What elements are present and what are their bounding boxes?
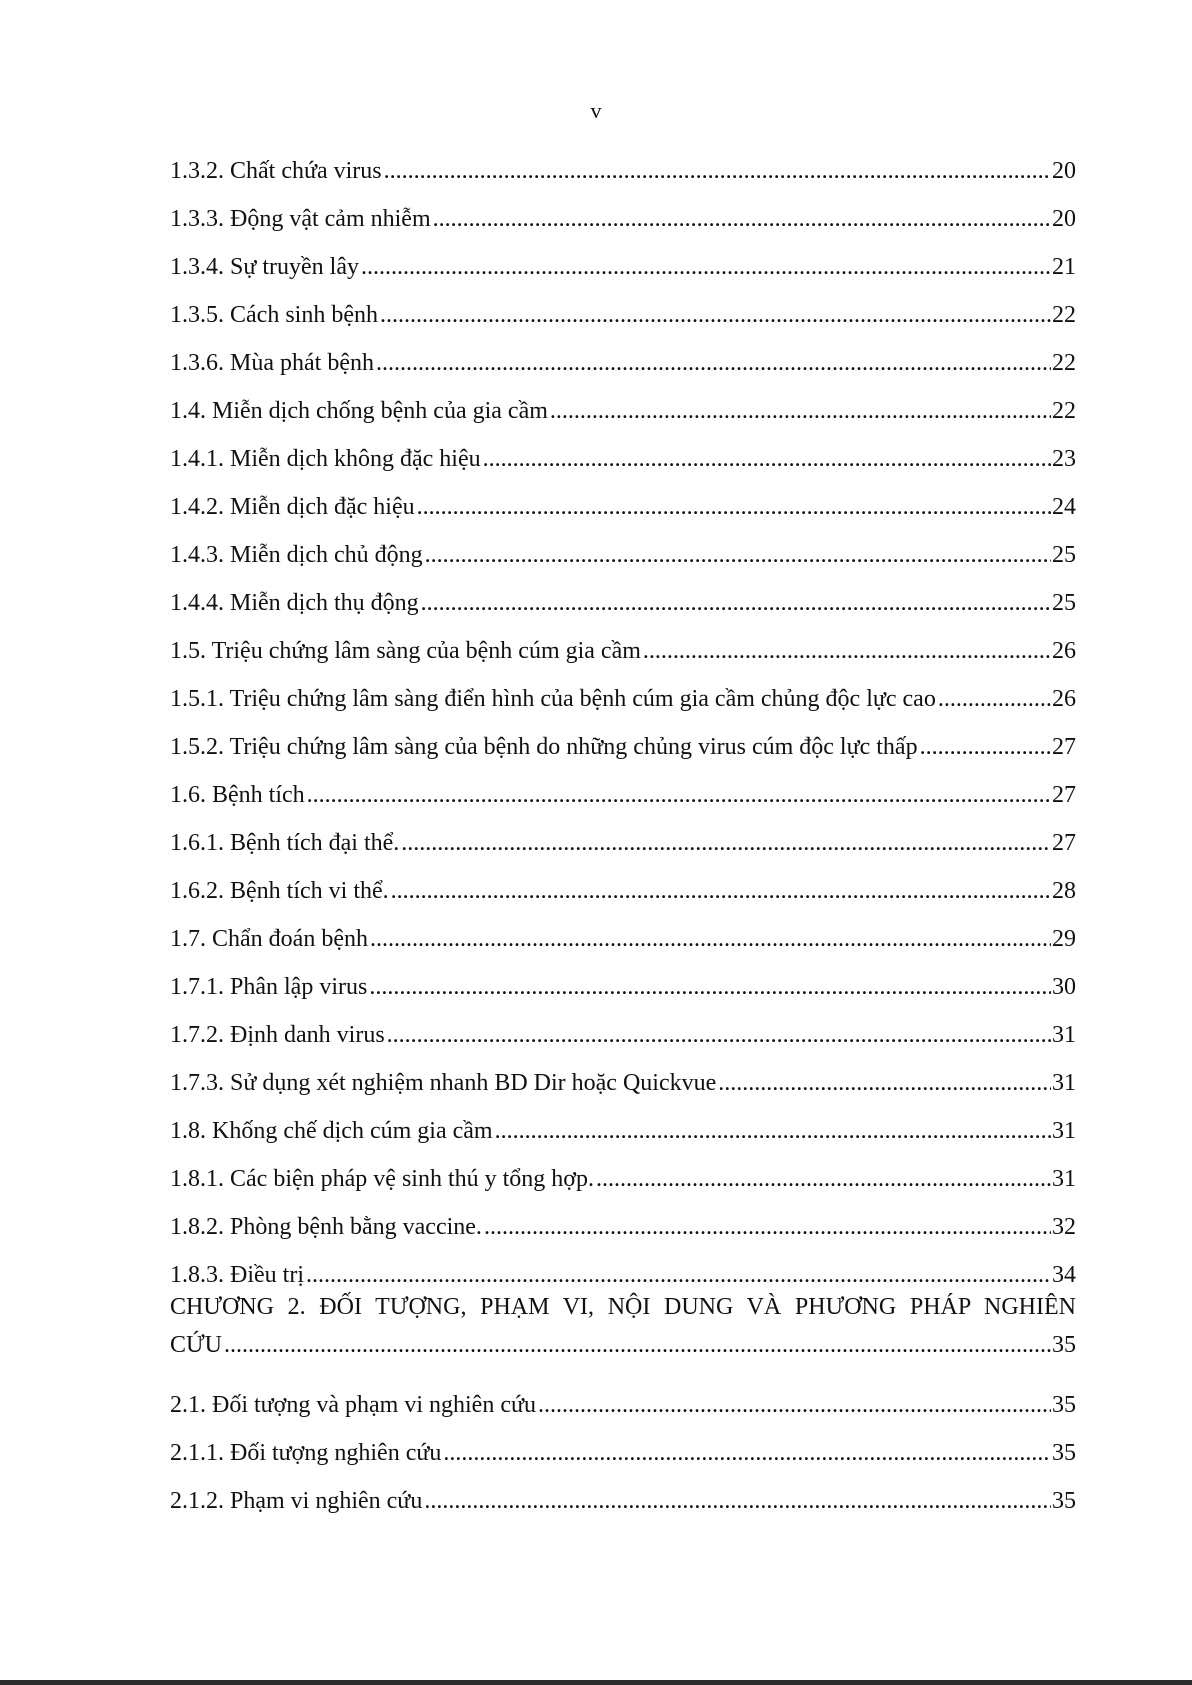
toc-entry[interactable] <box>170 762 1076 810</box>
dot-leader <box>424 1486 1051 1516</box>
toc-entry[interactable] <box>170 666 1076 714</box>
toc-entry-chapter-2[interactable] <box>170 1290 1076 1360</box>
toc-entry-page: 31 <box>1052 1118 1076 1144</box>
toc-entry-label: 1.3.6. Mùa phát bệnh <box>170 350 374 376</box>
dot-leader <box>425 540 1051 570</box>
toc-entry-label: 1.6.2. Bệnh tích vi thể. <box>170 878 389 904</box>
toc-entry-label: 1.7. Chẩn đoán bệnh <box>170 926 368 952</box>
toc-entry-page: 27 <box>1052 734 1076 760</box>
toc-entry-label: 1.3.4. Sự truyền lây <box>170 254 359 280</box>
toc-entry-page: 20 <box>1052 206 1076 232</box>
toc-entry-label: CHƯƠNG 2. ĐỐI TƯỢNG, PHẠM VI, NỘI DUNG VÀ PHƯƠNG PHÁP NGHIÊN <box>170 1294 1076 1320</box>
toc-entry-page: 22 <box>1052 350 1076 376</box>
toc-entry[interactable] <box>170 1002 1076 1050</box>
toc-entry-label: 2.1. Đối tượng và phạm vi nghiên cứu <box>170 1392 536 1418</box>
dot-leader <box>483 444 1051 474</box>
dot-leader <box>495 1116 1051 1146</box>
dot-leader <box>370 924 1051 954</box>
toc-entry-page: 25 <box>1052 590 1076 616</box>
dot-leader <box>938 684 1051 714</box>
toc-entry-page: 22 <box>1052 302 1076 328</box>
toc-entry[interactable] <box>170 186 1076 234</box>
toc-entry[interactable] <box>170 378 1076 426</box>
toc-entry-page: 35 <box>1052 1332 1076 1358</box>
toc-entry-label: 1.6. Bệnh tích <box>170 782 305 808</box>
toc-entry-label: CỨU <box>170 1332 222 1358</box>
dot-leader <box>401 828 1051 858</box>
toc-entry-label: 1.8.1. Các biện pháp vệ sinh thú y tổng hợp. <box>170 1166 594 1192</box>
toc-entry[interactable] <box>170 1098 1076 1146</box>
toc-entry[interactable] <box>170 234 1076 282</box>
toc-entry-page: 31 <box>1052 1022 1076 1048</box>
dot-leader <box>384 156 1051 186</box>
dot-leader <box>550 396 1051 426</box>
dot-leader <box>421 588 1051 618</box>
toc-entry[interactable] <box>170 1372 1076 1420</box>
dot-leader <box>920 732 1051 762</box>
toc-entry-label: 1.7.3. Sử dụng xét nghiệm nhanh BD Dir hoặc Quickvue <box>170 1070 717 1096</box>
toc-entry-page: 31 <box>1052 1166 1076 1192</box>
toc-entry-label: 1.4. Miễn dịch chống bệnh của gia cầm <box>170 398 548 424</box>
toc-entry-page: 25 <box>1052 542 1076 568</box>
toc-entry-page: 27 <box>1052 782 1076 808</box>
dot-leader <box>224 1330 1051 1360</box>
dot-leader <box>417 492 1051 522</box>
toc-entry-label: 1.4.3. Miễn dịch chủ động <box>170 542 423 568</box>
dot-leader <box>433 204 1051 234</box>
toc-entry[interactable] <box>170 1468 1076 1516</box>
bottom-edge-rule <box>0 1680 1192 1685</box>
toc-entry-label: 1.8.3. Điều trị <box>170 1262 304 1288</box>
toc-entry-page: 32 <box>1052 1214 1076 1240</box>
dot-leader <box>391 876 1051 906</box>
toc-entry[interactable] <box>170 954 1076 1002</box>
toc-entry[interactable] <box>170 1146 1076 1194</box>
toc-entry-label: 1.7.2. Định danh virus <box>170 1022 385 1048</box>
toc-entry[interactable] <box>170 1194 1076 1242</box>
toc-entry-label: 1.3.2. Chất chứa virus <box>170 158 382 184</box>
toc-entry-label: 2.1.1. Đối tượng nghiên cứu <box>170 1440 442 1466</box>
toc-entry-label: 1.5.2. Triệu chứng lâm sàng của bệnh do những chủng virus cúm độc lực thấp <box>170 734 918 760</box>
toc-entry-page: 31 <box>1052 1070 1076 1096</box>
toc-entry-label: 1.8. Khống chế dịch cúm gia cầm <box>170 1118 493 1144</box>
toc-entry-page: 35 <box>1052 1392 1076 1418</box>
toc-entry[interactable] <box>170 1050 1076 1098</box>
toc-entry-page: 23 <box>1052 446 1076 472</box>
toc-entry-page: 26 <box>1052 638 1076 664</box>
page-number: v <box>590 98 602 123</box>
toc-entry-page: 27 <box>1052 830 1076 856</box>
toc-entry-label: 1.4.2. Miễn dịch đặc hiệu <box>170 494 415 520</box>
toc-entry-label: 1.7.1. Phân lập virus <box>170 974 368 1000</box>
toc-entry-page: 29 <box>1052 926 1076 952</box>
toc-entry[interactable] <box>170 1242 1076 1290</box>
toc-entry-label: 1.5. Triệu chứng lâm sàng của bệnh cúm gia cầm <box>170 638 641 664</box>
toc-entry[interactable] <box>170 426 1076 474</box>
toc-entry[interactable] <box>170 906 1076 954</box>
dot-leader <box>643 636 1051 666</box>
toc-entry[interactable] <box>170 570 1076 618</box>
toc-entry[interactable] <box>170 714 1076 762</box>
table-of-contents <box>170 138 1076 1516</box>
toc-entry[interactable] <box>170 138 1076 186</box>
dot-leader <box>596 1164 1051 1194</box>
toc-entry[interactable] <box>170 330 1076 378</box>
dot-leader <box>380 300 1051 330</box>
toc-entry[interactable] <box>170 858 1076 906</box>
toc-entry-label: 1.6.1. Bệnh tích đại thể. <box>170 830 400 856</box>
toc-entry-label: 1.8.2. Phòng bệnh bằng vaccine. <box>170 1214 482 1240</box>
dot-leader <box>369 972 1051 1002</box>
toc-entry-page: 34 <box>1052 1262 1076 1288</box>
dot-leader <box>718 1068 1051 1098</box>
toc-entry-page: 21 <box>1052 254 1076 280</box>
toc-entry-page: 26 <box>1052 686 1076 712</box>
toc-entry-label: 1.4.1. Miễn dịch không đặc hiệu <box>170 446 481 472</box>
dot-leader <box>307 780 1051 810</box>
toc-entry-label: 1.5.1. Triệu chứng lâm sàng điển hình của bệnh cúm gia cầm chủng độc lực cao <box>170 686 936 712</box>
dot-leader <box>361 252 1051 282</box>
toc-entries-after-group <box>170 1372 1076 1516</box>
toc-entry-page: 30 <box>1052 974 1076 1000</box>
toc-entry-page: 24 <box>1052 494 1076 520</box>
dot-leader <box>443 1438 1051 1468</box>
toc-entry[interactable] <box>170 522 1076 570</box>
dot-leader <box>376 348 1051 378</box>
toc-entry-page: 35 <box>1052 1440 1076 1466</box>
toc-entry[interactable] <box>170 1420 1076 1468</box>
toc-entries-group <box>170 138 1076 1290</box>
toc-entry[interactable] <box>170 282 1076 330</box>
toc-entry-page: 28 <box>1052 878 1076 904</box>
toc-entry[interactable] <box>170 810 1076 858</box>
toc-entry[interactable] <box>170 474 1076 522</box>
toc-entry-page: 22 <box>1052 398 1076 424</box>
toc-entry-label: 1.3.3. Động vật cảm nhiễm <box>170 206 431 232</box>
toc-entry-page: 20 <box>1052 158 1076 184</box>
dot-leader <box>538 1390 1051 1420</box>
toc-entry-continuation <box>170 1325 1076 1360</box>
dot-leader <box>387 1020 1051 1050</box>
dot-leader <box>484 1212 1051 1242</box>
toc-entry-label: 1.3.5. Cách sinh bệnh <box>170 302 378 328</box>
dot-leader <box>306 1260 1051 1290</box>
toc-entry-label: 1.4.4. Miễn dịch thụ động <box>170 590 419 616</box>
toc-entry-label: 2.1.2. Phạm vi nghiên cứu <box>170 1488 423 1514</box>
toc-entry-page: 35 <box>1052 1488 1076 1514</box>
toc-entry[interactable] <box>170 618 1076 666</box>
